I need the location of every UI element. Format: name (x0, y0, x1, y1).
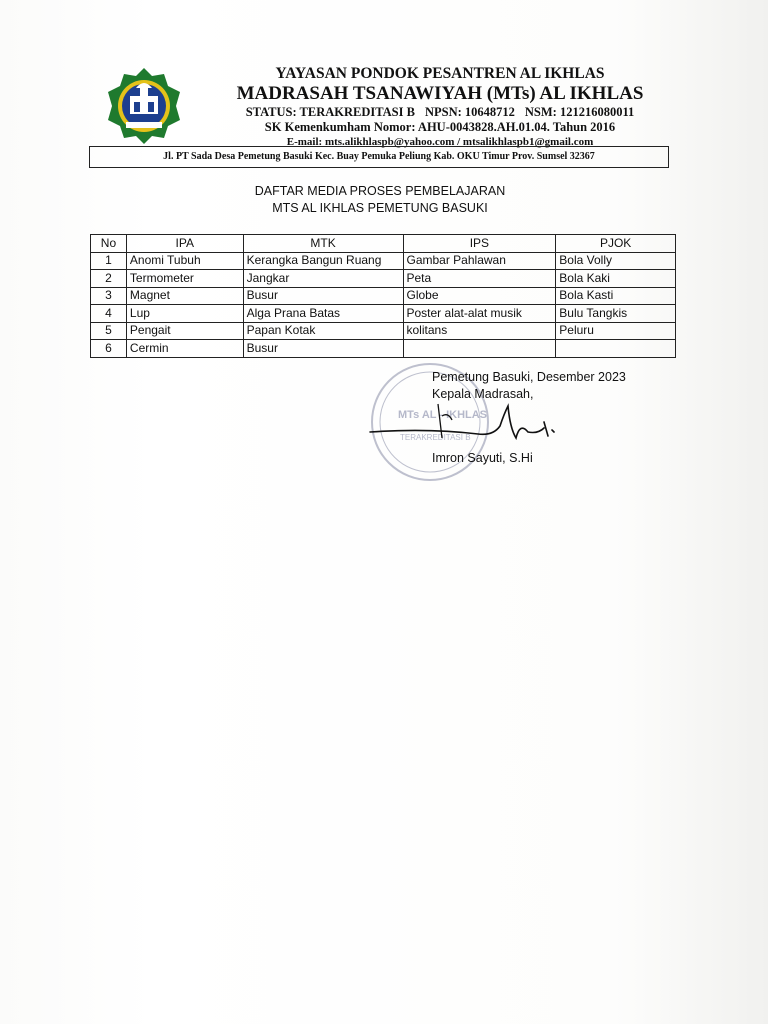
place-date: Pemetung Basuki, Desember 2023 (432, 370, 626, 384)
cell-ipa: Cermin (126, 340, 243, 358)
accreditation-line (205, 105, 675, 120)
cell-mtk: Papan Kotak (243, 322, 403, 340)
cell-ips: Poster alat-alat musik (403, 305, 556, 323)
cell-no: 3 (91, 287, 127, 305)
email-separator: / (457, 136, 461, 148)
cell-pjok: Bola Volly (556, 252, 676, 270)
cell-ips: kolitans (403, 322, 556, 340)
nsm-text: NSM: 121216080011 (524, 105, 635, 119)
address-box (89, 146, 669, 168)
cell-mtk: Busur (243, 340, 403, 358)
table-row (91, 270, 676, 288)
cell-no: 1 (91, 252, 127, 270)
cell-pjok: Bola Kasti (556, 287, 676, 305)
table-header-row (91, 235, 676, 253)
cell-ipa: Anomi Tubuh (126, 252, 243, 270)
cell-mtk: Kerangka Bangun Ruang (243, 252, 403, 270)
email-link-yahoo[interactable]: mts.alikhlaspb@yahoo.com (324, 136, 455, 148)
media-table (90, 234, 676, 358)
header-no: No (91, 235, 127, 253)
header-ipa: IPA (126, 235, 243, 253)
header-mtk: MTK (243, 235, 403, 253)
cell-mtk: Busur (243, 287, 403, 305)
title-line-1: DAFTAR MEDIA PROSES PEMBELAJARAN (254, 184, 506, 198)
foundation-name: YAYASAN PONDOK PESANTREN AL IKHLAS (275, 65, 605, 82)
email-label: E-mail: (286, 136, 323, 148)
cell-ips: Gambar Pahlawan (403, 252, 556, 270)
principal-name: Imron Sayuti, S.Hi (432, 451, 533, 465)
school-logo (106, 66, 182, 146)
table-row (91, 252, 676, 270)
cell-mtk: Jangkar (243, 270, 403, 288)
table-row (91, 322, 676, 340)
cell-ipa: Pengait (126, 322, 243, 340)
cell-no: 2 (91, 270, 127, 288)
table-row (91, 340, 676, 358)
school-name: MADRASAH TSANAWIYAH (MTs) AL IKHLAS (236, 83, 644, 104)
cell-ipa: Lup (126, 305, 243, 323)
header-pjok: PJOK (556, 235, 676, 253)
status-text: STATUS: TERAKREDITASI B (245, 105, 415, 119)
cell-ips: Peta (403, 270, 556, 288)
cell-pjok: Bola Kaki (556, 270, 676, 288)
cell-pjok: Bulu Tangkis (556, 305, 676, 323)
email-link-gmail[interactable]: mtsalikhlaspb1@gmail.com (462, 136, 594, 148)
npsn-text: NPSN: 10648712 (424, 105, 515, 119)
position-title: Kepala Madrasah, (432, 387, 534, 401)
cell-ips (403, 340, 556, 358)
header-ips: IPS (403, 235, 556, 253)
stamp-text-1: MTs AL - IKHLAS (398, 409, 488, 421)
cell-ipa: Magnet (126, 287, 243, 305)
stamp-text-2: TERAKREDITASI B (400, 433, 471, 442)
cell-no: 6 (91, 340, 127, 358)
cell-no: 5 (91, 322, 127, 340)
sk-line: SK Kemenkumham Nomor: AHU-0043828.AH.01.04. Tahun 2016 (264, 120, 616, 134)
letterhead (205, 64, 675, 149)
table-row (91, 305, 676, 323)
cell-ips: Globe (403, 287, 556, 305)
cell-ipa: Termometer (126, 270, 243, 288)
title-line-2: MTS AL IKHLAS PEMETUNG BASUKI (272, 201, 488, 215)
cell-mtk: Alga Prana Batas (243, 305, 403, 323)
table-row (91, 287, 676, 305)
address-text: Jl. PT Sada Desa Pemetung Basuki Kec. Buay Pemuka Peliung Kab. OKU Timur Prov. Sumsel 32367 (163, 151, 595, 162)
cell-pjok (556, 340, 676, 358)
cell-pjok: Peluru (556, 322, 676, 340)
cell-no: 4 (91, 305, 127, 323)
document-title (0, 183, 760, 217)
